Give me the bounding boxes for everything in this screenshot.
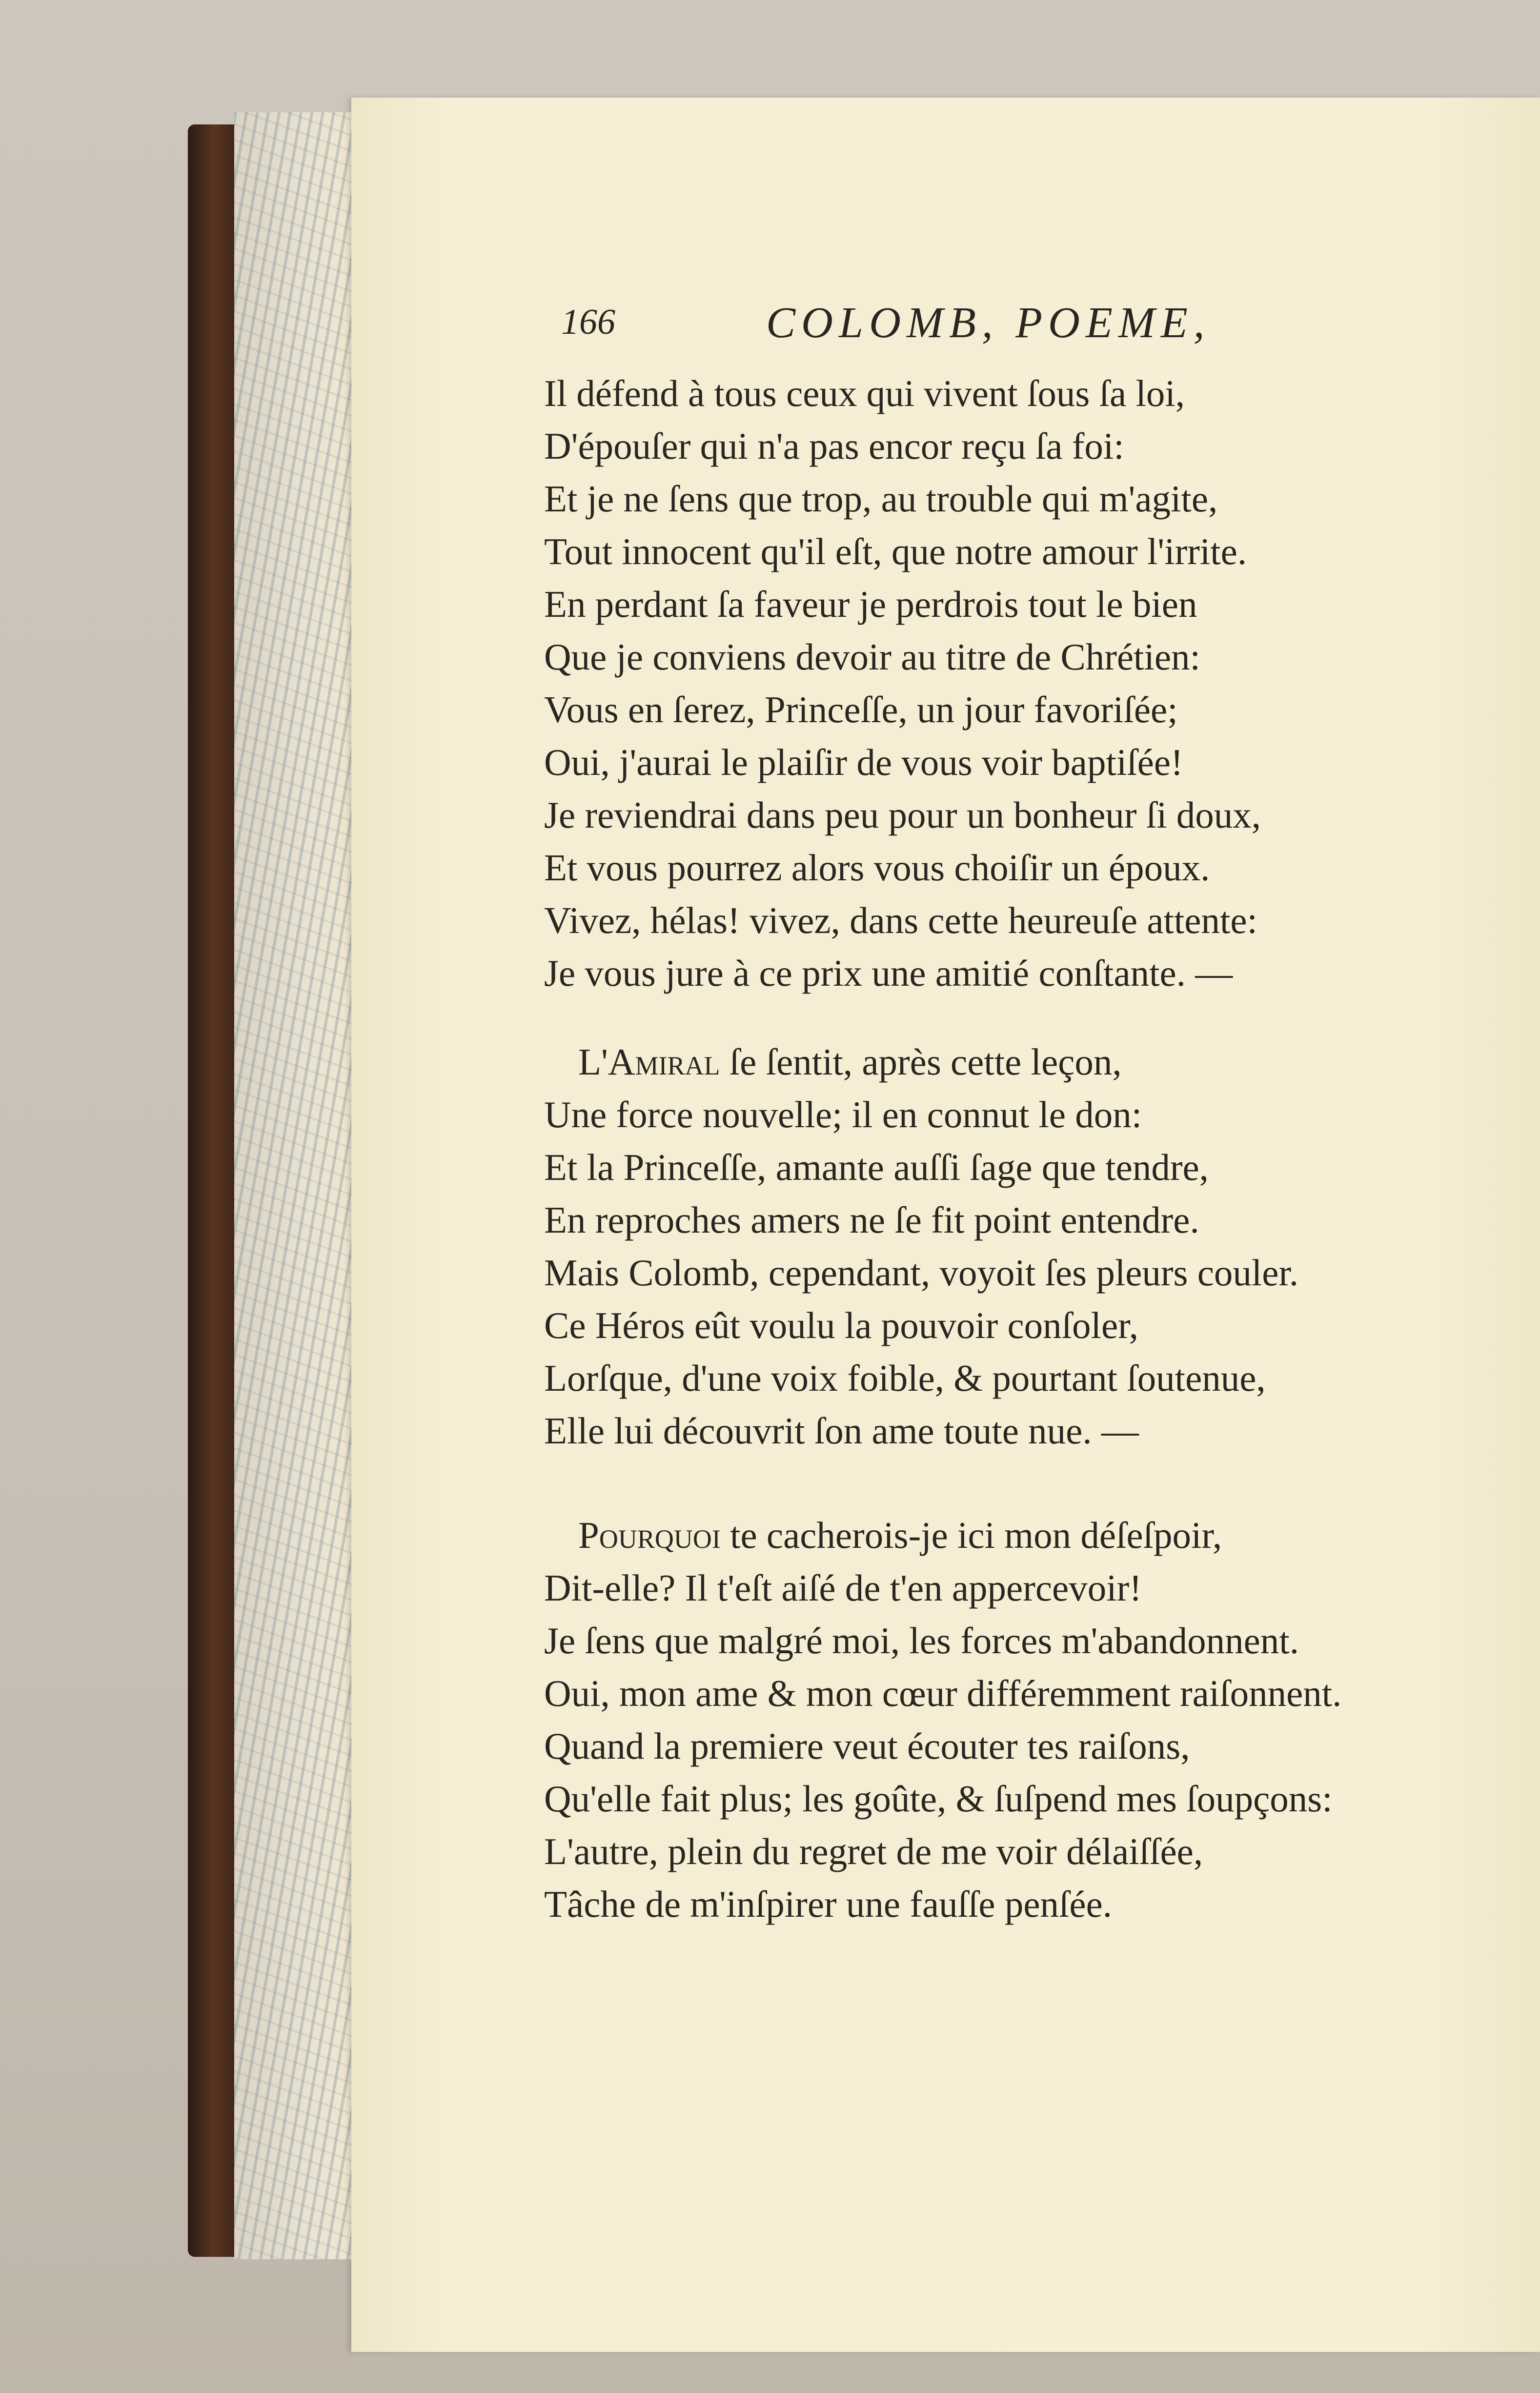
verse-line — [544, 1194, 1298, 1246]
verse-text: Vous en ſerez, Princeſſe, un jour favoriſée; — [544, 689, 1178, 730]
verse-text: Et vous pourrez alors vous choiſir un époux. — [544, 847, 1210, 889]
verse-text: Tout innocent qu'il eſt, que notre amour l'irrite. — [544, 530, 1247, 572]
verse-line — [544, 367, 1261, 420]
verse-text: En reproches amers ne ſe fit point entendre. — [544, 1199, 1199, 1241]
verse-text: Je vous jure à ce prix une amitié conſtante. — — [544, 952, 1233, 994]
verse-line — [544, 1299, 1298, 1352]
verse-text: Dit-elle? Il t'eſt aiſé de t'en appercevoir! — [544, 1567, 1142, 1609]
verse-text: Lorſque, d'une voix foible, & pourtant ſoutenue, — [544, 1357, 1266, 1399]
verse-line — [544, 1667, 1341, 1720]
verse-line — [544, 630, 1261, 683]
verse-line — [544, 1562, 1341, 1614]
verse-text: Que je conviens devoir au titre de Chrétien: — [544, 636, 1200, 678]
verse-line — [544, 683, 1261, 736]
verse-line — [544, 1825, 1341, 1878]
verse-line — [544, 1246, 1298, 1299]
running-title: COLOMB, POEME, — [766, 299, 1211, 347]
stanza-1 — [544, 367, 1261, 999]
verse-line — [544, 1035, 1298, 1088]
verse-line — [544, 841, 1261, 894]
verse-text: Tâche de m'inſpirer une fauſſe penſée. — [544, 1883, 1113, 1925]
verse-line — [544, 420, 1261, 472]
verse-text: Oui, j'aurai le plaiſir de vous voir baptiſée! — [544, 741, 1183, 783]
verse-line — [544, 789, 1261, 841]
verse-line — [544, 894, 1261, 947]
verse-text: Elle lui découvrit ſon ame toute nue. — — [544, 1410, 1139, 1452]
verse-text: Et la Princeſſe, amante auſſi ſage que tendre, — [544, 1146, 1209, 1188]
verse-line — [544, 736, 1261, 789]
verse-text: Oui, mon ame & mon cœur différemment raiſonnent. — [544, 1672, 1342, 1714]
stanza-2 — [544, 1035, 1298, 1457]
verse-line — [544, 1352, 1298, 1404]
verse-text: D'épouſer qui n'a pas encor reçu ſa foi: — [544, 425, 1124, 467]
verse-line — [544, 1878, 1341, 1930]
verse-text: Quand la premiere veut écouter tes raiſons, — [544, 1725, 1190, 1767]
verse-line — [544, 525, 1261, 578]
verse-line — [544, 1614, 1341, 1667]
verse-line — [544, 578, 1261, 630]
verse-line — [544, 472, 1261, 525]
verse-text: Et je ne ſens que trop, au trouble qui m'agite, — [544, 478, 1218, 520]
verse-line — [544, 947, 1261, 999]
verse-text: Mais Colomb, cependant, voyoit ſes pleurs couler. — [544, 1252, 1299, 1294]
small-caps-lead: Pourquoi — [578, 1514, 721, 1556]
verse-text: ſe ſentit, après cette leçon, — [720, 1041, 1122, 1083]
page-number: 166 — [561, 302, 615, 342]
verse-text: te cacherois-je ici mon déſeſpoir, — [720, 1514, 1222, 1556]
verse-text: Je ſens que malgré moi, les forces m'abandonnent. — [544, 1620, 1299, 1662]
verse-text: Ce Héros eût voulu la pouvoir conſoler, — [544, 1304, 1138, 1346]
verse-line — [544, 1088, 1298, 1141]
verse-text: Une force nouvelle; il en connut le don: — [544, 1094, 1142, 1136]
verse-line — [544, 1404, 1298, 1457]
verse-text: Qu'elle fait plus; les goûte, & ſuſpend mes ſoupçons: — [544, 1778, 1333, 1820]
verse-text: En perdant ſa faveur je perdrois tout le bien — [544, 583, 1197, 625]
verse-text: Il défend à tous ceux qui vivent ſous ſa loi, — [544, 372, 1185, 414]
small-caps-lead: L'Amiral — [578, 1041, 720, 1083]
verse-line — [544, 1772, 1341, 1825]
page-edges — [234, 112, 361, 2259]
verse-line — [544, 1141, 1298, 1194]
verse-line — [544, 1720, 1341, 1772]
verse-text: Vivez, hélas! vivez, dans cette heureuſe attente: — [544, 899, 1257, 941]
stanza-3 — [544, 1509, 1341, 1930]
verse-line — [544, 1509, 1341, 1562]
verse-text: Je reviendrai dans peu pour un bonheur ſi doux, — [544, 794, 1261, 836]
verse-text: L'autre, plein du regret de me voir délaiſſée, — [544, 1830, 1203, 1872]
